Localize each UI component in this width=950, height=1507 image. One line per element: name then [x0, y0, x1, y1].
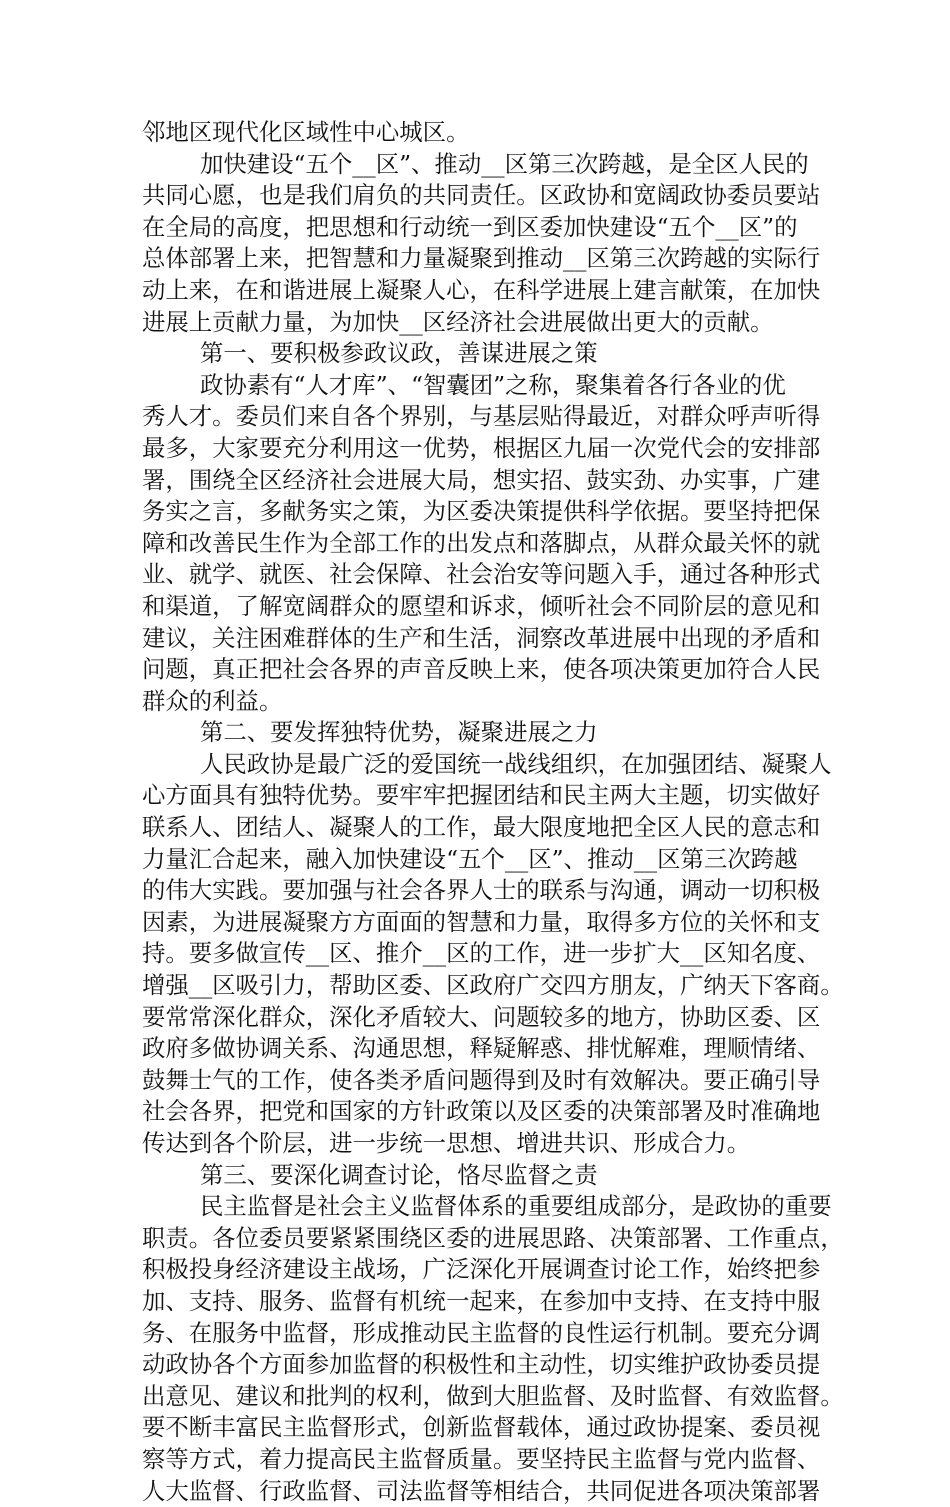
text-line: 总体部署上来，把智慧和力量凝聚到推动__区第三次跨越的实际行	[142, 244, 821, 273]
text-line: 要常常深化群众，深化矛盾较大、问题较多的地方，协助区委、区	[142, 1002, 821, 1031]
text-line: 因素，为进展凝聚方方面面的智慧和力量，取得多方位的关怀和支	[142, 907, 821, 936]
text-line: 加、支持、服务、监督有机统一起来，在参加中支持、在支持中服	[142, 1286, 821, 1315]
text-line: 动上来，在和谐进展上凝聚人心，在科学进展上建言献策，在加快	[142, 275, 821, 304]
text-line: 社会各界，把党和国家的方针政策以及区委的决策部署及时准确地	[142, 1097, 821, 1126]
text-line: 持。要多做宣传__区、推介__区的工作，进一步扩大__区知名度、	[142, 939, 821, 968]
text-line: 政府多做协调关系、沟通思想，释疑解惑、排忧解难，理顺情绪、	[142, 1034, 821, 1063]
text-line: 政协素有“人才库”、“智囊团”之称，聚集着各行各业的优	[200, 370, 786, 399]
text-line: 要不断丰富民主监督形式，创新监督载体，通过政协提案、委员视	[142, 1413, 821, 1442]
text-line: 加快建设“五个__区”、推动__区第三次跨越，是全区人民的	[200, 149, 809, 178]
text-line: 人大监督、行政监督、司法监督等相结合，共同促进各项决策部署	[142, 1476, 821, 1505]
text-line: 第一、要积极参政议政，善谋进展之策	[200, 339, 598, 368]
text-line: 最多，大家要充分利用这一优势，根据区九届一次党代会的安排部	[142, 433, 821, 462]
text-line: 联系人、团结人、凝聚人的工作，最大限度地把全区人民的意志和	[142, 813, 821, 842]
text-line: 建议，关注困难群体的生产和生活，洞察改革进展中出现的矛盾和	[142, 623, 821, 652]
text-line: 共同心愿，也是我们肩负的共同责任。区政协和宽阔政协委员要站	[142, 181, 821, 210]
text-line: 邻地区现代化区域性中心城区。	[142, 118, 470, 146]
text-line: 务、在服务中监督，形成推动民主监督的良性运行机制。要充分调	[142, 1318, 821, 1347]
text-line: 鼓舞士气的工作，使各类矛盾问题得到及时有效解决。要正确引导	[142, 1065, 821, 1094]
text-line: 务实之言，多献务实之策，为区委决策提供科学依据。要坚持把保	[142, 497, 821, 526]
text-line: 人民政协是最广泛的爱国统一战线组织，在加强团结、凝聚人	[200, 749, 832, 778]
text-line: 署，围绕全区经济社会进展大局，想实招、鼓实劲、办实事，广建	[142, 465, 821, 494]
text-line: 障和改善民生作为全部工作的出发点和落脚点，从群众最关怀的就	[142, 528, 821, 557]
text-line: 积极投身经济建设主战场，广泛深化开展调查讨论工作，始终把参	[142, 1255, 821, 1284]
text-line: 进展上贡献力量，为加快__区经济社会进展做出更大的贡献。	[142, 307, 774, 336]
text-line: 第三、要深化调查讨论，恪尽监督之责	[200, 1160, 598, 1189]
text-line: 第二、要发挥独特优势，凝聚进展之力	[200, 718, 598, 747]
text-line: 传达到各个阶层，进一步统一思想、增进共识、形成合力。	[142, 1129, 751, 1157]
text-line: 民主监督是社会主义监督体系的重要组成部分，是政协的重要	[200, 1192, 832, 1221]
text-line: 群众的利益。	[142, 686, 283, 715]
text-line: 的伟大实践。要加强与社会各界人士的联系与沟通，调动一切积极	[142, 876, 821, 905]
text-line: 职责。各位委员要紧紧围绕区委的进展思路、决策部署、工作重点，	[142, 1223, 844, 1252]
text-line: 力量汇合起来，融入加快建设“五个__区”、推动__区第三次跨越	[142, 844, 798, 873]
text-line: 和渠道，了解宽阔群众的愿望和诉求，倾听社会不同阶层的意见和	[142, 591, 821, 620]
text-line: 秀人才。委员们来自各个界别，与基层贴得最近，对群众呼声听得	[142, 402, 821, 431]
text-line: 动政协各个方面参加监督的积极性和主动性，切实维护政协委员提	[142, 1350, 821, 1379]
text-line: 业、就学、就医、社会保障、社会治安等问题入手，通过各种形式	[142, 560, 821, 589]
text-line: 心方面具有独特优势。要牢牢把握团结和民主两大主题，切实做好	[142, 781, 821, 810]
document-body	[142, 117, 844, 1507]
text-line: 察等方式，着力提高民主监督质量。要坚持民主监督与党内监督、	[142, 1444, 821, 1473]
text-line: 问题，真正把社会各界的声音反映上来，使各项决策更加符合人民	[142, 655, 821, 684]
text-line: 在全局的高度，把思想和行动统一到区委加快建设“五个__区”的	[142, 212, 798, 241]
text-line: 增强__区吸引力，帮助区委、区政府广交四方朋友，广纳天下客商。	[142, 971, 844, 1000]
text-line: 出意见、建议和批判的权利，做到大胆监督、及时监督、有效监督。	[142, 1381, 844, 1410]
